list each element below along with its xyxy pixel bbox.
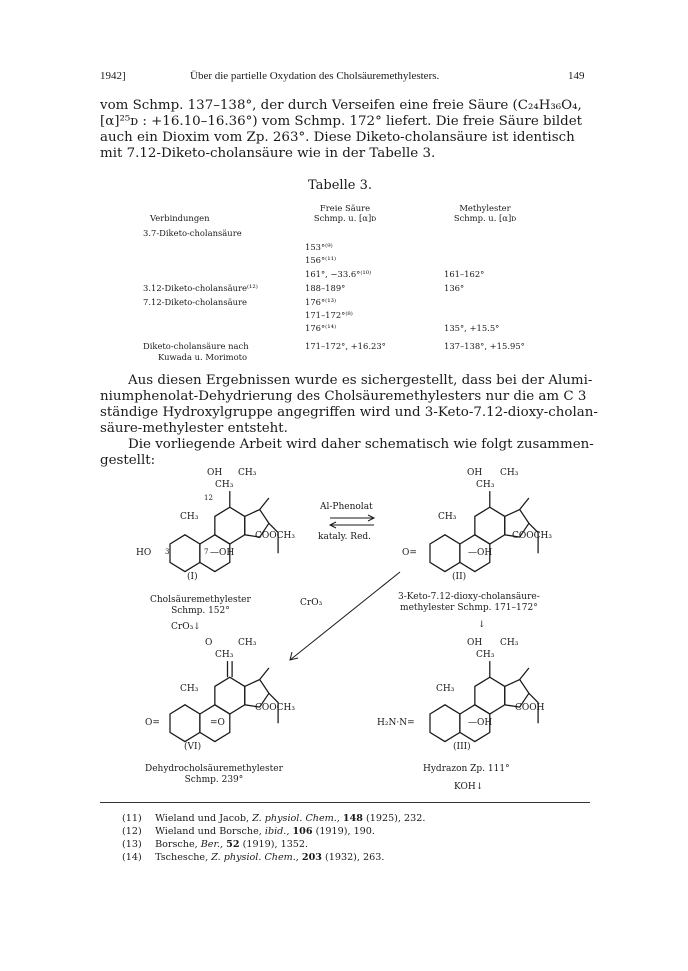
oxidation-arrow-diagonal [282,568,412,668]
header-volume: 1942] [100,70,126,82]
footnote-rest: (1932), 263. [325,852,385,863]
structure-II-name-line2: methylester Schmp. 171–172° [400,603,538,613]
structure-II-name [398,592,540,614]
structure-III-oh: —OH [468,718,493,728]
reagent-cro3-middle: CrO₃ [300,598,323,608]
structure-II-ch3-top: CH₃ [500,468,519,478]
table-cell-acid: 171–172°, +16.23° [305,341,386,351]
table-cell-acid: 153°⁽⁹⁾ [305,242,333,252]
table-cell-compound: 3.12-Diketo-cholansäure⁽¹²⁾ [143,283,258,293]
structure-III-ch3-top: CH₃ [500,638,519,648]
footnote-14 [122,852,384,863]
table-cell-ester: 135°, +15.5° [444,323,500,333]
structure-III-name: Hydrazon Zp. 111° [423,764,510,774]
equilibrium-arrow [322,514,382,530]
structure-I-name-line2: Schmp. 152° [171,606,230,616]
table-cell-ester: 137–138°, +15.95° [444,341,525,351]
footnote-number: (12) [122,826,142,837]
text-line: gestellt: [100,453,156,468]
text-line: säure-methylester entsteht. [100,421,288,436]
structure-I-methyl: CH₃ [215,480,234,490]
table-cell-acid: 176°⁽¹⁴⁾ [305,323,337,333]
text-line: Aus diesen Ergebnissen wurde es sichergestellt, dass bei der Alumi- [128,373,593,388]
footnote-number: (14) [122,852,142,863]
reagent-al-phenolat: Al-Phenolat [320,502,373,512]
structure-II-number: (II) [452,572,467,582]
footnote-journal: Z. physiol. Chem., [252,813,340,824]
structure-II-methyl: CH₃ [476,480,495,490]
header-title: Über die partielle Oxydation des Cholsäuremethylesters. [190,70,440,82]
footnote-rest: (1919), 190. [315,826,375,837]
structure-II-ch3-ring: CH₃ [438,512,457,522]
table-cell-ester: 161–162° [444,269,485,279]
text-line: vom Schmp. 137–138°, der durch Verseifen eine freie Säure (C₂₄H₃₆O₄, [100,98,582,113]
page-number: 149 [568,70,585,82]
structure-III-methyl: CH₃ [476,650,495,660]
text-line: Die vorliegende Arbeit wird daher schematisch wie folgt zusammen- [128,437,594,452]
footnote-12 [122,826,375,837]
structure-I-name [150,595,251,617]
table-header-ester-line2: Schmp. u. [α]ᴅ [453,213,517,223]
footnote-journal: Z. physiol. Chem., [211,852,299,863]
footnote-authors: Wieland und Borsche, [155,826,262,837]
structure-II-oh: —OH [468,548,493,558]
table-header-acid-line1: Freie Säure [319,203,371,213]
footnote-volume: 106 [292,826,313,837]
footnote-11 [122,813,425,824]
footnote-number: (13) [122,839,142,850]
footnote-rest: (1919), 1352. [242,839,309,850]
footnote-volume: 203 [301,852,322,863]
table-cell-acid: 156°⁽¹¹⁾ [305,255,337,265]
structure-III-number: (III) [453,742,471,752]
footnote-volume: 148 [342,813,363,824]
structure-VI-keto-left: O= [145,718,160,728]
text-line: [α]²⁵ᴅ : +16.10–16.36°) vom Schmp. 172° liefert. Die freie Säure bildet [100,114,583,129]
structure-I-pos3: 3 [165,548,170,556]
structure-II-keto: O= [402,548,417,558]
footnote-authors: Tschesche, [155,852,209,863]
reagent-cro3-down: CrO₃↓ [171,622,201,632]
table-header-acid-line2: Schmp. u. [α]ᴅ [313,213,377,223]
structure-I-ch3-top: CH₃ [238,468,257,478]
structure-I-oh-top: OH [207,468,223,478]
table-title: Tabelle 3. [308,178,372,193]
table-header-acid [300,203,390,223]
structure-I-number: (I) [187,572,198,582]
footnote-authors: Borsche, [155,839,198,850]
reagent-kataly-red: kataly. Red. [318,532,372,542]
table-cell-acid: 161°, −33.6°⁽¹⁰⁾ [305,269,372,279]
table-cell-compound: 7.12-Diketo-cholansäure [143,297,247,307]
structure-VI-number: (VI) [184,742,202,752]
intro-paragraph [100,98,590,162]
table-cell-acid: 171–172°⁽⁸⁾ [305,310,353,320]
structure-VI-methyl: CH₃ [215,650,234,660]
footnote-authors: Wieland und Jacob, [155,813,250,824]
table-cell-ester: 136° [444,283,465,293]
structure-I-ch3-ring: CH₃ [180,512,199,522]
structure-VI-name [145,764,283,786]
footnote-number: (11) [122,813,142,824]
table-header-ester [440,203,530,223]
structure-III [410,648,570,758]
structure-I-c12: 12 [204,494,213,502]
footnote-volume: 52 [226,839,240,850]
text-line: auch ein Dioxim vom Zp. 263°. Diese Diketo-cholansäure ist identisch [100,130,575,145]
text-line: niumphenolat-Dehydrierung des Cholsäuremethylesters nur die am C 3 [100,389,587,404]
structure-I-pos7: 7 [204,548,209,556]
structure-I-ho: HO [136,548,152,558]
footnote-13 [122,839,308,850]
structure-II-name-line1: 3-Keto-7.12-dioxy-cholansäure- [398,592,540,602]
structure-VI-keto-right: =O [210,718,225,728]
footnote-rest: (1925), 232. [366,813,426,824]
structure-VI-name-line1: Dehydrocholsäuremethylester [145,764,283,774]
table-cell-acid: 188–189° [305,283,346,293]
body-paragraph-results [100,373,598,437]
structure-VI-o-top: O [205,638,213,648]
table-header-ester-line1: Methylester [459,203,511,213]
structure-VI-side-chain: COOCH₃ [255,703,295,713]
text-line: ständige Hydroxylgruppe angegriffen wird und 3-Keto-7.12-dioxy-cholan- [100,405,598,420]
table-cell-compound: 3.7-Diketo-cholansäure [143,228,242,238]
footnote-divider [100,802,590,803]
structure-VI-ch3-top: CH₃ [238,638,257,648]
structure-I-oh: —OH [210,548,235,558]
structure-II-oh-top: OH [467,468,483,478]
table-cell-compound: Diketo-cholansäure nach [143,341,249,351]
table-cell-compound: Kuwada u. Morimoto [158,352,248,362]
structure-I-side-chain: COOCH₃ [255,531,295,541]
text-line: mit 7.12-Diketo-cholansäure wie in der Tabelle 3. [100,146,436,161]
reagent-koh: KOH↓ [454,782,484,792]
arrow-down-II-III: ↓ [478,620,486,630]
structure-VI-name-line2: Schmp. 239° [184,775,244,785]
structure-III-side-chain: COOH [515,703,545,713]
structure-II-side-chain: COOCH₃ [512,531,552,541]
footnote-journal: Ber., [200,839,224,850]
table-header-compounds: Verbindungen [150,213,210,223]
footnote-journal: ibid., [264,826,290,837]
structure-VI-ch3-ring: CH₃ [180,684,199,694]
structure-I-name-line1: Cholsäuremethylester [150,595,251,605]
structure-III-hydrazone: H₂N·N= [377,718,415,728]
table-cell-acid: 176°⁽¹³⁾ [305,297,337,307]
structure-III-ch3-ring: CH₃ [436,684,455,694]
structure-III-oh-top: OH [467,638,483,648]
